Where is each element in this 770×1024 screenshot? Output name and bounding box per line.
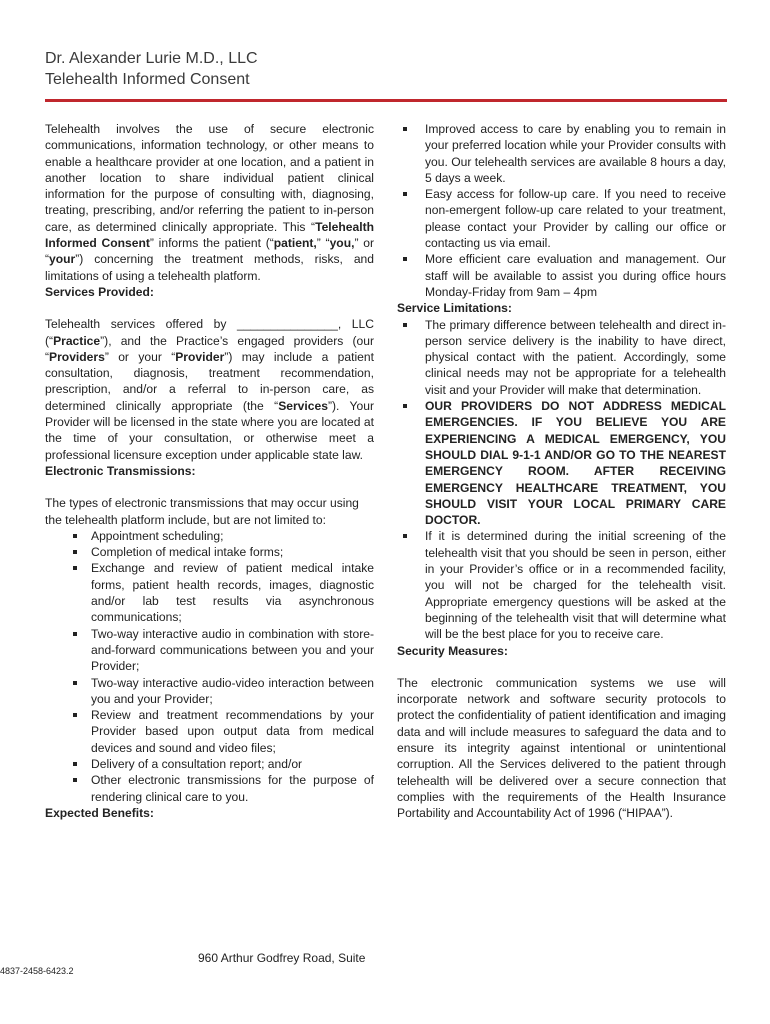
limitations-list: [397, 317, 726, 643]
limitations-heading: Service Limitations:: [397, 301, 512, 316]
list-item: More efficient care evaluation and management. Our staff will be available to assist you during office hours Monday-Friday from 9am – 4pm: [397, 251, 726, 300]
right-column: [397, 121, 726, 821]
list-item: Completion of medical intake forms;: [45, 544, 374, 560]
security-heading: Security Measures:: [397, 643, 508, 658]
list-item: Two-way interactive audio in combination with store-and-forward communications between you and your Provider;: [45, 626, 374, 675]
bullet-icon: [73, 632, 77, 636]
transmissions-intro: The types of electronic transmissions that may occur using the telehealth platform include, but are not limited to:: [45, 496, 359, 527]
left-column: [45, 121, 374, 821]
document-id: 4837-2458-6423.2: [0, 966, 74, 976]
transmissions-heading: Electronic Transmissions:: [45, 463, 196, 478]
bullet-icon: [73, 778, 77, 782]
services-heading: Services Provided:: [45, 284, 154, 299]
intro-paragraph: Telehealth involves the use of secure electronic communications, information technology, or other means to enable a healthcare provider at one location, and a patient in another location to share individual patient clinical information for the purpose of consulting with, diagnosing, treating, prescribing, and/or referring the patient to in-person care, as determined clinically appropriate. This “Telehealth Informed Consent” informs the patient (“patient,” “you,” or “your”) concerning the treatment methods, risks, and limitations of using a telehealth platform.: [45, 122, 374, 283]
transmissions-list: [45, 528, 374, 805]
bullet-icon: [403, 323, 407, 327]
document-header: [45, 48, 725, 90]
list-item: [397, 398, 726, 528]
services-paragraph: Telehealth services offered by _______________, LLC (“Practice”), and the Practice’s engaged providers (our “Providers” or your “Provider”) may include a patient consultation, diagnosis, treatment recommendation, prescription, and/or a referral to in-person care, as determined clinically appropriate (the “Services”). Your Provider will be licensed in the state where you are located at the time of your consultation, or otherwise meet a professional licensure exception under applicable state law.: [45, 317, 374, 462]
list-item: If it is determined during the initial screening of the telehealth visit that you should be seen in person, either in your Provider’s office or in a recommended facility, you will not be charged for the telehealth visit. Appropriate emergency questions will be asked at the beginning of the telehealth visit that will determine what will be the best place for you to receive care.: [397, 528, 726, 642]
footer-address: 960 Arthur Godfrey Road, Suite: [198, 951, 366, 965]
bullet-icon: [403, 257, 407, 261]
bullet-icon: [73, 566, 77, 570]
list-item: Appointment scheduling;: [45, 528, 374, 544]
list-item: Review and treatment recommendations by your Provider based upon output data from medical devices and sound and video files;: [45, 707, 374, 756]
bullet-icon: [403, 534, 407, 538]
bullet-icon: [73, 534, 77, 538]
bullet-icon: [403, 192, 407, 196]
benefits-heading: Expected Benefits:: [45, 805, 154, 820]
header-divider: [45, 99, 727, 102]
list-item: Other electronic transmissions for the purpose of rendering clinical care to you.: [45, 772, 374, 805]
benefits-list: [397, 121, 726, 300]
list-item: Easy access for follow-up care. If you need to receive non-emergent follow-up care related to your treatment, please contact your Provider by calling our office or contacting us via email.: [397, 186, 726, 251]
bullet-icon: [73, 762, 77, 766]
security-paragraph: The electronic communication systems we use will incorporate network and software security protocols to protect the confidentiality of patient identification and imaging data and will include measures to safeguard the data and to ensure its integrity against intentional or unintentional corruption. All the Services delivered to the patient through telehealth will be delivered over a secure connection that complies with the requirements of the Health Insurance Portability and Accountability Act of 1996 (“HIPAA”).: [397, 675, 726, 821]
list-item: Improved access to care by enabling you to remain in your preferred location while your Provider consults with you. Our telehealth services are available 8 hours a day, 5 days a week.: [397, 121, 726, 186]
list-item: The primary difference between telehealth and direct in-person service delivery is the inability to have direct, physical contact with the patient. Accordingly, some clinical needs may not be appropriate for a telehealth visit and your Provider will make that determination.: [397, 317, 726, 398]
list-item: Exchange and review of patient medical intake forms, patient health records, images, diagnostic and/or lab test results via asynchronous communications;: [45, 560, 374, 625]
list-item: Two-way interactive audio-video interaction between you and your Provider;: [45, 675, 374, 708]
bullet-icon: [73, 713, 77, 717]
list-item: Delivery of a consultation report; and/or: [45, 756, 374, 772]
emergency-warning: OUR PROVIDERS DO NOT ADDRESS MEDICAL EMERGENCIES. IF YOU BELIEVE YOU ARE EXPERIENCING A MEDICAL EMERGENCY, YOU SHOULD DIAL 9-1-1 AND/OR GO TO THE NEAREST EMERGENCY ROOM. AFTER RECEIVING EMERGENCY HEALTHCARE TREATMENT, YOU SHOULD VISIT YOUR LOCAL PRIMARY CARE DOCTOR.: [425, 399, 726, 528]
practice-name: Dr. Alexander Lurie M.D., LLC: [45, 50, 258, 67]
bullet-icon: [73, 681, 77, 685]
document-title: Telehealth Informed Consent: [45, 71, 250, 88]
bullet-icon: [73, 550, 77, 554]
bullet-icon: [403, 404, 407, 408]
bullet-icon: [403, 127, 407, 131]
